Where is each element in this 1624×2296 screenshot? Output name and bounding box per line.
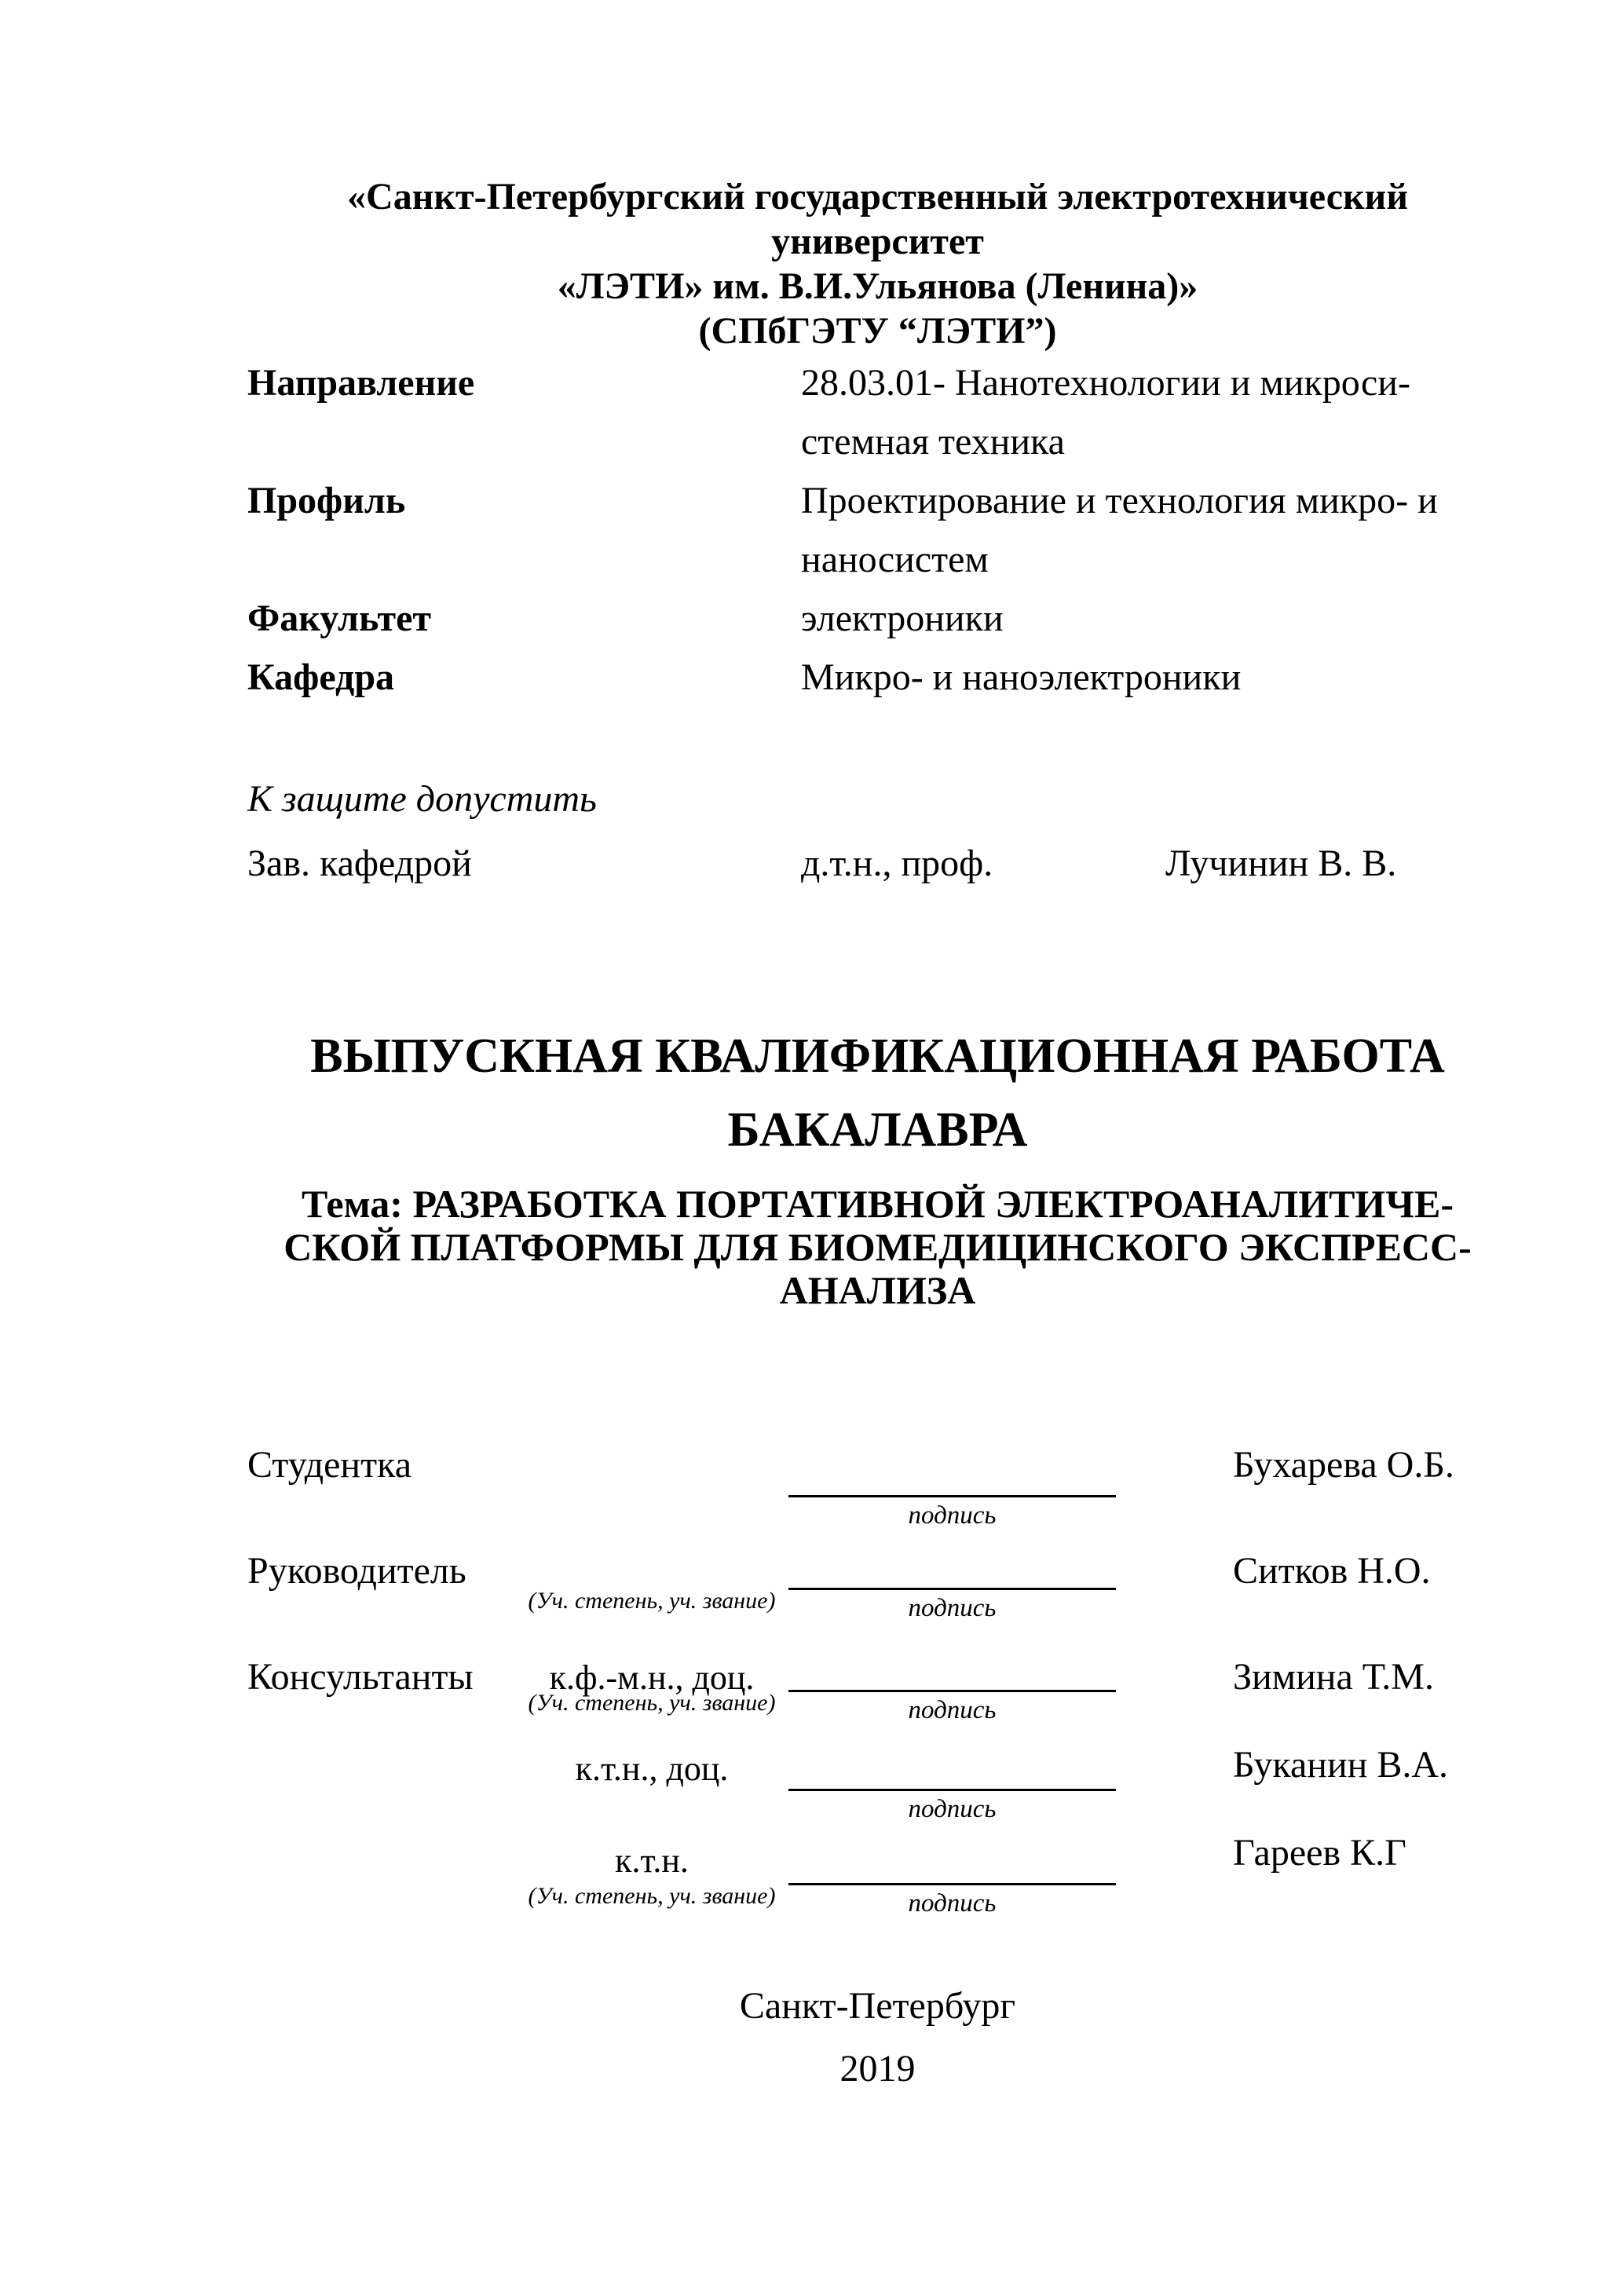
signature-caption-consultant3: подпись: [908, 1889, 997, 1918]
admission-degree: д.т.н., проф.: [801, 843, 993, 884]
program-value-faculty: электроники: [801, 598, 1004, 639]
signature-line-consultant3: [788, 1852, 1116, 1885]
signature-caption-consultant2: подпись: [908, 1795, 997, 1823]
program-label-faculty: Факультет: [247, 598, 431, 639]
program-value-direction-line1: 28.03.01- Нанотехнологии и микроси-: [801, 362, 1410, 404]
university-name-line3: (СПбГЭТУ “ЛЭТИ”): [698, 310, 1057, 352]
admission-name: Лучинин В. В.: [1165, 843, 1397, 884]
program-label-profile: Профиль: [247, 480, 406, 521]
program-label-direction: Направление: [247, 362, 475, 404]
work-title-line2: БАКАЛАВРА: [727, 1103, 1028, 1157]
signature-name-student: Бухарева О.Б.: [1233, 1444, 1454, 1486]
program-value-department: Микро- и наноэлектроники: [801, 656, 1242, 698]
degree-caption-consultant1: (Уч. степень, уч. звание): [528, 1690, 776, 1716]
signature-line-student: [788, 1464, 1116, 1497]
admission-role: Зав. кафедрой: [247, 843, 472, 884]
signature-caption-supervisor: подпись: [908, 1594, 997, 1622]
work-theme: [247, 1183, 1508, 1312]
signature-name-consultant3: Гареев К.Г: [1233, 1832, 1406, 1874]
signature-role-consultants: Консультанты: [247, 1656, 474, 1698]
university-header: [247, 174, 1508, 353]
work-theme-line3: АНАЛИЗА: [779, 1268, 976, 1312]
signature-name-supervisor: Ситков Н.О.: [1233, 1550, 1431, 1592]
signature-role-supervisor: Руководитель: [247, 1550, 466, 1592]
work-theme-line2: СКОЙ ПЛАТФОРМЫ ДЛЯ БИОМЕДИЦИНСКОГО ЭКСПРЕСС-: [283, 1225, 1472, 1269]
university-name-line1: «Санкт-Петербургский государственный электротехнический университет: [347, 176, 1408, 262]
admission-note: К защите допустить: [247, 778, 597, 820]
signature-line-supervisor: [788, 1556, 1116, 1590]
program-label-department: Кафедра: [247, 656, 395, 698]
signature-name-consultant2: Буканин В.А.: [1233, 1744, 1449, 1786]
work-theme-line1: Тема: РАЗРАБОТКА ПОРТАТИВНОЙ ЭЛЕКТРОАНАЛИТИЧЕ-: [301, 1182, 1454, 1226]
footer-city: Санкт-Петербург: [739, 1985, 1016, 2027]
signature-degree-consultant3: к.т.н.: [615, 1841, 689, 1880]
signature-degree-consultant1: к.ф.-м.н., доц.: [549, 1658, 755, 1697]
program-value-direction-line2: стемная техника: [801, 421, 1065, 462]
degree-caption-supervisor: (Уч. степень, уч. звание): [528, 1588, 776, 1614]
degree-caption-consultant3: (Уч. степень, уч. звание): [528, 1883, 776, 1909]
work-title-line1: ВЫПУСКНАЯ КВАЛИФИКАЦИОННАЯ РАБОТА: [310, 1029, 1445, 1083]
signature-name-consultant1: Зимина Т.М.: [1233, 1656, 1434, 1698]
signature-role-student: Студентка: [247, 1444, 411, 1486]
program-value-profile-line1: Проектирование и технология микро- и: [801, 480, 1438, 521]
signature-caption-student: подпись: [908, 1501, 997, 1530]
signature-line-consultant2: [788, 1757, 1116, 1791]
signature-caption-consultant1: подпись: [908, 1696, 997, 1724]
program-value-profile-line2: наносистем: [801, 539, 989, 580]
footer-year: 2019: [839, 2048, 916, 2089]
university-name-line2: «ЛЭТИ» им. В.И.Ульянова (Ленина)»: [557, 265, 1198, 307]
signature-degree-consultant2: к.т.н., доц.: [575, 1749, 729, 1788]
signature-line-consultant1: [788, 1658, 1116, 1692]
